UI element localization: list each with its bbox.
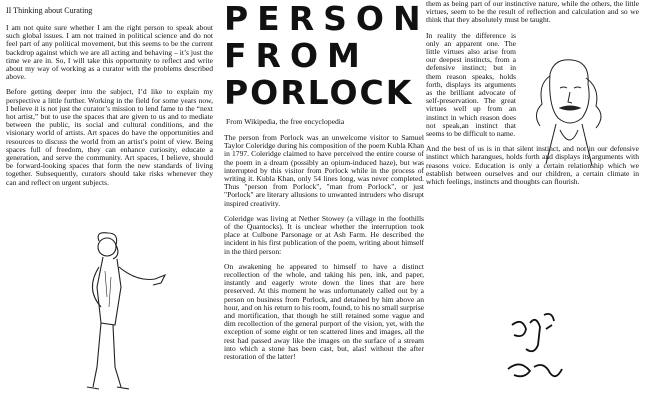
body-paragraph: them as being part of our instinctive nature, while the others, the little virtues, seem to be the result of reflection and calculation and so we think that they absolutely must be taught. bbox=[426, 0, 639, 25]
bearded-man-portrait-drawing bbox=[520, 54, 616, 179]
gentleman-portrait-drawing bbox=[75, 227, 175, 397]
column-left bbox=[6, 0, 213, 194]
handwritten-scribble bbox=[500, 285, 570, 395]
body-paragraph: In reality the difference is only an apparent one. The little virtues also arise from our deepest instincts, from a defensive instinct; but in them reason speaks, holds forth, displays its arguments as the brilliant advocate of self-preservation. The great virtues well up from an instinct in which reason does not speak,an instinct that seems to be difficult to name. bbox=[426, 30, 516, 139]
title-line-1: PERSON bbox=[224, 0, 430, 38]
section-heading: II Thinking about Curating bbox=[6, 6, 93, 15]
body-paragraph: Coleridge was living at Nether Stowey (a village in the foothills of the Quantocks). It is unclear whether the interruption took place at Culbone Parsonage or at Ash Farm. He described the incident in his first publication of the poem, writing about himself in the third person: bbox=[224, 213, 424, 256]
body-paragraph: On awakening he appeared to himself to have a distinct recollection of the whole, and taking his pen, ink, and paper, instantly and eagerly wrote down the lines that are here preserved. At this moment he was unfortunately called out by a person on business from Porlock, and detained by him above an hour, and on his return to his room, found, to his no small surprise and mortification, that though he still retained some vague and dim recollection of the general purport of the vision, yet, with the exception of some eight or ten scattered lines and images, all the rest had passed away like the images on the surface of a stream into which a stone has been cast, but, alas! without the after restoration of the latter! bbox=[224, 261, 424, 362]
column-center bbox=[224, 0, 430, 368]
title-line-2: FROM bbox=[224, 36, 369, 75]
title-line-3: PORLOCK bbox=[224, 73, 414, 112]
body-paragraph: The person from Porlock was an unwelcome visitor to Samuel Taylor Coleridge during his composition of the poem Kubla Khan in 1797. Coleridge claimed to have perceived the entire course of the poem in a dream (possibly an opium-induced haze), but was interrupted by this visitor from Porlock while in the process of writing it. Kubla Khan, only 54 lines long, was never completed. Thus "person from Porlock", "man from Porlock", or just "Porlock" are literary allusions to unwanted intruders who disrupt inspired creativity. bbox=[224, 133, 424, 208]
body-paragraph: I am not quite sure whether I am the right person to speak about such global issues. I am not trained in political science and do not feel part of any political movement, but this seems to be the current backdrop against which we are all acting and behaving – it’s just the time we are in. So, I will take this opportunity to reflect and write about my way of working as a curator with the problems described above. bbox=[6, 23, 213, 82]
body-paragraph: And the best of us is in that silent instinct, and not in our defensive instinct which harangues, holds forth and displays its arguments with reasons voice. Education is only a certain relationship which we establish between ourselves and our children, a certain climate in which feelings, instincts and thoughts can flourish. bbox=[426, 144, 639, 187]
body-paragraph: Before getting deeper into the subject, I’d like to explain my perspective a little further. Working in the field for some years now, I believe it is not just the curator’s mission to lend fame to the “next hot artist,” but to use the spaces that are given to us and to mediate between the public, its social and cultural conditions, and the visionary world of artists. Art spaces do have the opportunities and resources to discuss the world from an artist’s point of view. Being spaces full of freedom, they can enhance curiosity, educate a generation, and serve the community. Art spaces, I believe, should be forward-looking spaces that form the new standards of living together. Subsequently, curators should take risks whenever they can and reflect on urgent subjects. bbox=[6, 87, 213, 187]
source-line: From Wikipedia, the free encyclopedia bbox=[226, 117, 345, 126]
